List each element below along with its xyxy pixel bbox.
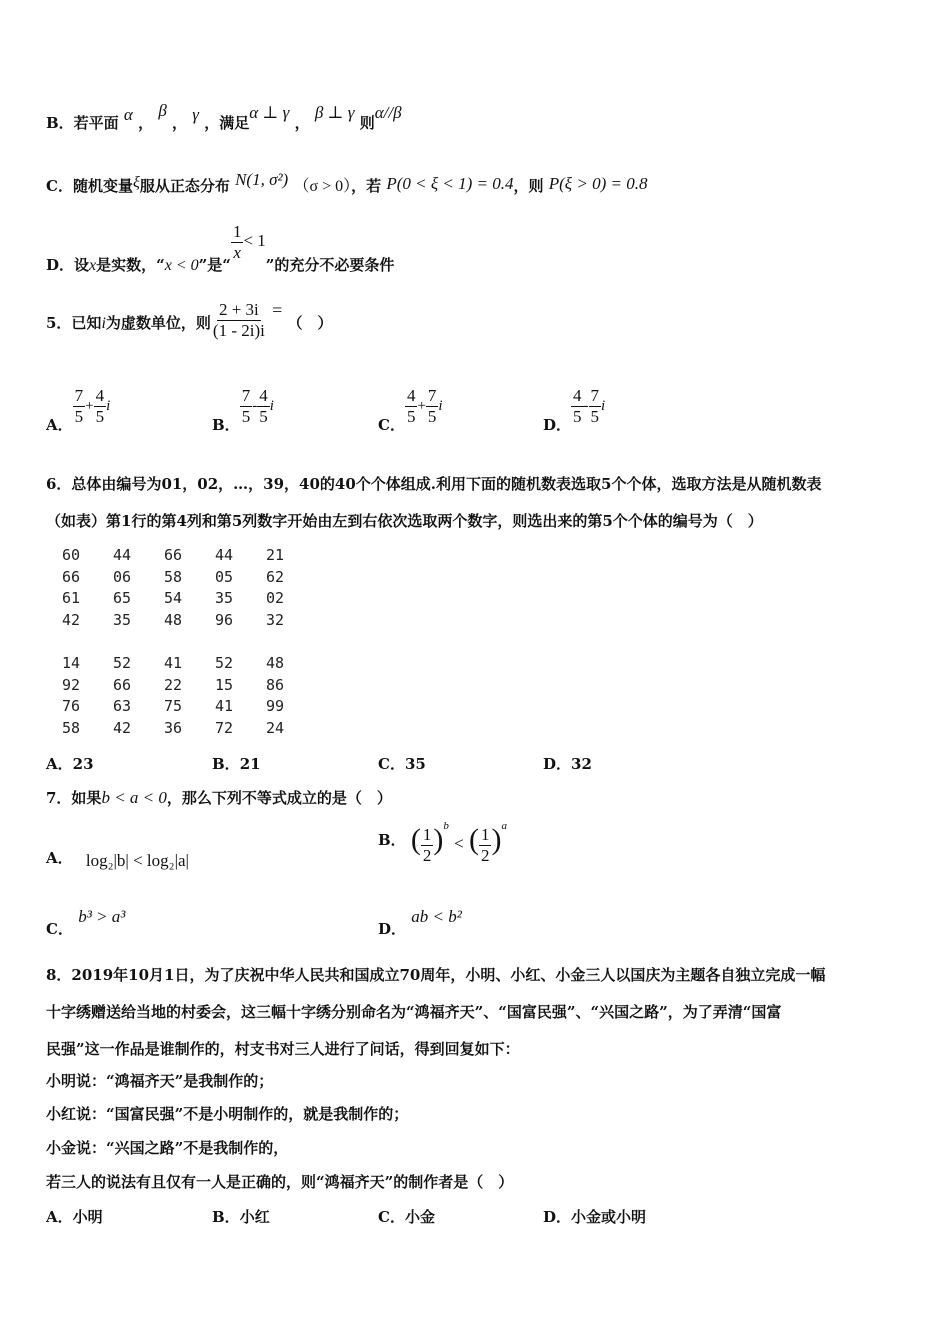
q4-c-then: ，则 xyxy=(513,177,544,195)
q6-option-b xyxy=(212,753,261,774)
q4-c-distribution: N(1, σ²) xyxy=(235,170,289,189)
right-paren: ) xyxy=(491,823,502,856)
table-cell: 42 xyxy=(113,718,132,737)
option-label: A． xyxy=(46,1208,73,1226)
q6-option-c xyxy=(378,753,426,774)
q4-b-comma: ， xyxy=(138,114,154,132)
q5-fraction xyxy=(211,300,267,340)
q8-option-b xyxy=(212,1206,270,1227)
table-cell: 41 xyxy=(215,697,234,715)
q5-a-den: 5 xyxy=(573,406,582,426)
table-cell: 02 xyxy=(266,589,285,607)
q5-a-num: 7 xyxy=(241,386,251,405)
q4-c-probability-2: P(ξ > 0) = 0.8 xyxy=(548,174,648,193)
q5-b-num: 4 xyxy=(259,386,268,405)
option-text: 21 xyxy=(239,755,261,773)
q5-b-num: 7 xyxy=(427,386,437,405)
random-number-table-block-1 xyxy=(62,546,317,632)
table-cell: 58 xyxy=(62,718,81,737)
table-cell: 61 xyxy=(62,589,81,607)
q5-b-den: 5 xyxy=(259,406,268,426)
option-label: B． xyxy=(212,1208,240,1226)
q6-stem-line-2: （如表）第1行的第4列和第5列数字开始由左到右依次选取两个数字，则选出来的第5个个体的编号为（ ） xyxy=(46,512,763,530)
q4-b-alpha: α xyxy=(123,105,133,124)
q4-option-d xyxy=(46,222,395,275)
q5-op: - xyxy=(583,398,589,415)
q7-option-b xyxy=(378,820,507,865)
q4-c-follows: 服从正态分布 xyxy=(139,177,230,195)
q4-b-beta: β xyxy=(158,101,167,120)
q5-b-num: 4 xyxy=(95,386,105,405)
table-cell: 35 xyxy=(215,589,234,607)
q4-b-gamma: γ xyxy=(192,105,199,124)
q4-b-comma: ， xyxy=(294,114,310,132)
table-cell: 52 xyxy=(113,654,132,672)
table-cell: 36 xyxy=(164,718,183,737)
table-cell: 63 xyxy=(113,697,132,715)
left-paren: ( xyxy=(468,823,479,856)
q5-i: i xyxy=(101,315,106,333)
table-cell: 75 xyxy=(164,697,183,715)
q5-option-b xyxy=(212,386,274,435)
q7-b-exponent-1: b xyxy=(443,820,449,832)
q5-a-den: 5 xyxy=(241,406,251,426)
q8-line: 8．2019年10月1日，为了庆祝中华人民共和国成立70周年，小明、小红、小金三人以国庆为主题各自独立完成一幅 xyxy=(46,966,826,984)
q5-a-num: 4 xyxy=(406,386,416,405)
q4-b-label: B．若平面 xyxy=(46,114,119,132)
q4-d-mid: ”是“ xyxy=(198,256,231,275)
q4-b-result: α//β xyxy=(374,103,402,122)
table-cell: 66 xyxy=(164,546,183,564)
q5-option-label: A． xyxy=(46,416,73,435)
q5-option-label: B． xyxy=(212,416,240,435)
q4-d-is-real: 是实数，“ xyxy=(96,256,165,275)
q4-d-fraction-num: 1 xyxy=(232,222,242,241)
option-text: 小金或小明 xyxy=(571,1208,647,1226)
q4-b-comma: ， xyxy=(172,114,188,132)
q7-b-num: 1 xyxy=(480,824,490,844)
q7-condition: b < a < 0 xyxy=(101,788,167,807)
q4-b-then: 则 xyxy=(359,114,375,132)
q5-paren: （ ） xyxy=(287,314,333,333)
q6-stem-line-1: 6．总体由编号为01，02，…，39，40的40个个体组成.利用下面的随机数表选取5个个体，选取方法是从随机数表 xyxy=(46,475,822,493)
table-cell: 58 xyxy=(164,567,183,586)
table-row xyxy=(62,676,317,698)
q4-c-if: ，若 xyxy=(351,177,382,195)
table-cell: 48 xyxy=(266,654,285,672)
q4-d-fraction-den: x xyxy=(233,242,241,262)
q4-d-condition: x < 0 xyxy=(164,257,199,275)
table-cell: 92 xyxy=(62,675,81,694)
q6-option-d xyxy=(543,753,592,774)
q5-fraction-den: (1 - 2i)i xyxy=(212,320,265,340)
q5-option-d xyxy=(543,386,606,435)
table-cell: 42 xyxy=(62,610,81,629)
q5-option-label: C． xyxy=(378,416,405,435)
q7-option-d xyxy=(378,906,462,938)
option-label: B． xyxy=(378,831,406,849)
table-cell: 06 xyxy=(113,567,132,586)
random-number-table-block-2 xyxy=(62,654,317,740)
option-text: 小明 xyxy=(72,1208,103,1226)
q5-a-den: 5 xyxy=(74,406,84,426)
q5-a-den: 5 xyxy=(406,406,416,426)
q7-d-expression: ab < b² xyxy=(411,907,462,926)
q5-b-num: 7 xyxy=(590,386,600,405)
q5-b-den: 5 xyxy=(427,406,437,426)
option-label: C． xyxy=(46,920,73,938)
table-cell: 05 xyxy=(215,567,234,586)
option-label: B． xyxy=(212,755,240,773)
table-cell: 41 xyxy=(164,654,183,672)
q4-b-condition-1: α ⊥ γ xyxy=(249,103,290,122)
table-row xyxy=(62,697,317,719)
q4-d-lt-one: < 1 xyxy=(243,231,266,251)
table-cell: 14 xyxy=(62,654,81,672)
table-cell: 96 xyxy=(215,610,234,629)
table-cell: 76 xyxy=(62,697,81,715)
q8-option-a xyxy=(46,1206,103,1227)
table-cell: 66 xyxy=(62,567,81,586)
q5-option-label: D． xyxy=(543,416,572,435)
option-label: A． xyxy=(46,755,73,773)
q5-i: i xyxy=(438,398,443,415)
q5-stem: 5．已知 xyxy=(46,314,102,333)
table-cell: 52 xyxy=(215,654,234,672)
q8-line: 民强”这一作品是谁制作的，村支书对三人进行了问话，得到回复如下： xyxy=(46,1040,520,1058)
table-row xyxy=(62,546,317,568)
table-cell: 21 xyxy=(266,546,285,564)
question-5 xyxy=(46,300,332,340)
table-row xyxy=(62,568,317,590)
option-text: 35 xyxy=(404,755,426,773)
q7-b-den: 2 xyxy=(422,845,432,865)
table-row xyxy=(62,611,317,633)
q4-option-b xyxy=(46,101,402,133)
q5-op: - xyxy=(252,398,258,415)
table-cell: 15 xyxy=(215,675,234,694)
q4-c-sigma-condition: （σ > 0） xyxy=(293,178,352,195)
q5-fraction-num: 2 + 3i xyxy=(218,300,259,319)
table-row xyxy=(62,589,317,611)
q7-stem-2: ，那么下列不等式成立的是（ ） xyxy=(166,789,392,807)
question-7 xyxy=(46,787,392,808)
option-label: C． xyxy=(378,1208,405,1226)
table-cell: 32 xyxy=(266,610,285,629)
option-label: A． xyxy=(46,849,73,867)
q5-op: + xyxy=(417,398,426,415)
q4-d-label: D．设 xyxy=(46,256,90,275)
q5-i: i xyxy=(601,398,606,415)
q4-d-fraction xyxy=(231,222,244,262)
q5-option-c xyxy=(378,386,443,435)
q5-option-a xyxy=(46,386,111,435)
q5-b-den: 5 xyxy=(590,406,600,426)
q4-b-condition-2: β ⊥ γ xyxy=(314,103,355,122)
q8-option-c xyxy=(378,1206,435,1227)
q6-option-a xyxy=(46,753,94,774)
table-row xyxy=(62,719,317,741)
table-cell: 54 xyxy=(164,589,183,607)
option-text: 32 xyxy=(571,755,592,773)
q8-line: 小明说：“鸿福齐天”是我制作的； xyxy=(46,1072,274,1090)
table-cell: 66 xyxy=(113,675,132,694)
q4-d-end: ”的充分不必要条件 xyxy=(265,256,395,275)
q5-b-den: 5 xyxy=(95,406,105,426)
q8-line: 若三人的说法有且仅有一人是正确的，则“鸿福齐天”的制作者是（ ） xyxy=(46,1173,514,1191)
table-cell: 35 xyxy=(113,610,132,629)
q5-stem-2: 为虚数单位，则 xyxy=(105,314,211,333)
q8-line: 小金说：“兴国之路”不是我制作的， xyxy=(46,1139,289,1157)
option-label: D． xyxy=(543,1208,572,1226)
q5-op: + xyxy=(85,398,94,415)
q8-line: 十字绣赠送给当地的村委会，这三幅十字绣分别命名为“鸿福齐天”、“国富民强”、“兴国之路”，为了弄清“国富 xyxy=(46,1003,782,1021)
q7-b-num: 1 xyxy=(422,824,432,844)
option-label: D． xyxy=(378,920,407,938)
option-text: 小金 xyxy=(404,1208,435,1226)
q7-option-a xyxy=(46,847,189,868)
q4-c-xi: ξ xyxy=(132,174,140,191)
q7-a-expression: log₂|b| < log₂|a| xyxy=(85,851,189,870)
table-row xyxy=(62,654,317,676)
table-cell: 24 xyxy=(266,718,285,737)
q7-b-exponent-2: a xyxy=(501,820,507,832)
q7-b-den: 2 xyxy=(480,845,490,865)
table-cell: 44 xyxy=(215,546,234,564)
right-paren: ) xyxy=(433,823,444,856)
q4-b-satisfy: ，满足 xyxy=(204,114,250,132)
q8-option-d xyxy=(543,1206,646,1227)
q5-equals: = xyxy=(272,300,283,321)
q5-a-num: 7 xyxy=(74,386,84,405)
option-label: C． xyxy=(378,755,405,773)
q7-b-less-than: < xyxy=(454,834,464,853)
q5-i: i xyxy=(269,398,274,415)
option-text: 23 xyxy=(72,755,94,773)
table-cell: 72 xyxy=(215,718,234,737)
table-cell: 99 xyxy=(266,697,285,715)
q4-d-x: x xyxy=(89,257,97,275)
q7-c-expression: b³ > a³ xyxy=(78,907,126,926)
table-cell: 22 xyxy=(164,675,183,694)
table-cell: 60 xyxy=(62,546,81,564)
q7-option-c xyxy=(46,906,126,938)
q4-c-label: C．随机变量 xyxy=(46,177,133,195)
option-text: 小红 xyxy=(239,1208,270,1226)
table-cell: 86 xyxy=(266,675,285,694)
left-paren: ( xyxy=(410,823,421,856)
q4-option-c xyxy=(46,170,648,196)
q4-c-probability-1: P(0 < ξ < 1) = 0.4 xyxy=(386,174,514,193)
q7-stem: 7．如果 xyxy=(46,789,102,807)
table-cell: 62 xyxy=(266,567,285,586)
option-label: D． xyxy=(543,755,572,773)
table-cell: 48 xyxy=(164,610,183,629)
q5-i: i xyxy=(106,398,111,415)
table-cell: 65 xyxy=(113,589,132,607)
q5-a-num: 4 xyxy=(573,386,582,405)
q8-line: 小红说：“国富民强”不是小明制作的，就是我制作的； xyxy=(46,1105,409,1123)
table-cell: 44 xyxy=(113,546,132,564)
